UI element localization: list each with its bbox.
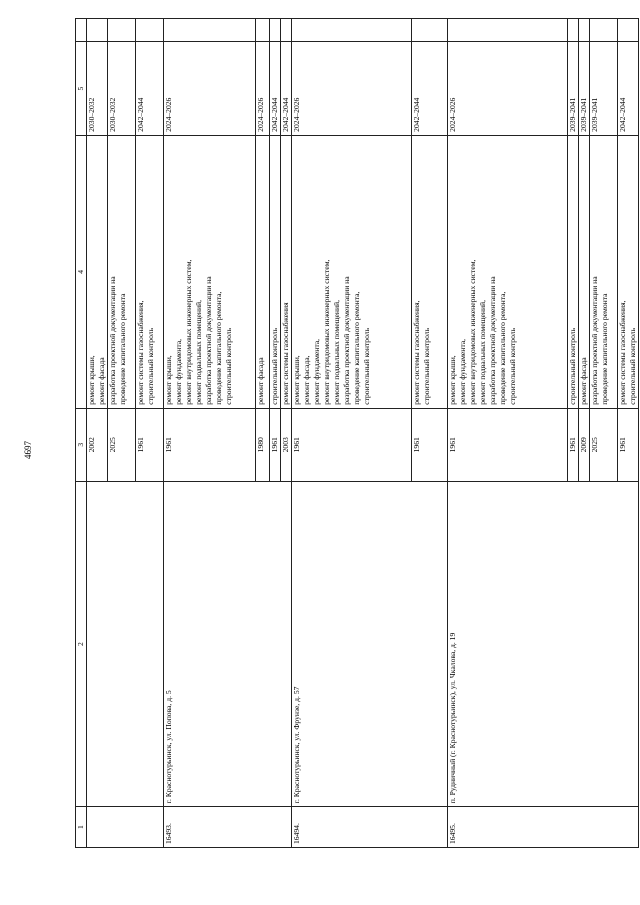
work-cell (618, 135, 639, 408)
work-line: разработка проектной документации на (590, 276, 600, 405)
table-row (448, 19, 568, 848)
header-cell: 2 (76, 481, 87, 807)
period-cell: 2024–2026 (256, 42, 270, 135)
period-cell: 2042–2044 (270, 42, 281, 135)
entry-address: г. Краснотурьинск, ул. Фрунзе, д. 57 (292, 481, 448, 807)
year-cell: 1980 (256, 408, 270, 481)
work-line: разработка проектной документации на (342, 276, 352, 405)
header-cell: 1 (76, 807, 87, 848)
work-line: ремонт крыши, (87, 355, 97, 405)
empty-cell (108, 19, 136, 42)
year-cell: 2025 (108, 408, 136, 481)
entry-number: 16493. (164, 807, 292, 848)
header-cell: 5 (76, 42, 87, 135)
header-empty-cell (76, 19, 87, 42)
work-line: ремонт системы газоснабжения, (618, 300, 628, 405)
period-cell: 2042–2044 (412, 42, 448, 135)
year-cell: 1961 (292, 408, 412, 481)
work-line: ремонт подвальных помещений, (332, 299, 342, 405)
work-line: ремонт системы газоснабжения (281, 302, 291, 405)
work-line: ремонт внутридомовых инженерных систем, (184, 259, 194, 405)
work-cell (590, 135, 618, 408)
work-line: ремонт фундамента, (174, 338, 184, 405)
work-line: разработка проектной документации на (204, 276, 214, 405)
year-cell: 1961 (448, 408, 568, 481)
period-cell: 2039–2041 (579, 42, 590, 135)
empty-cell (270, 19, 281, 42)
work-cell (164, 135, 256, 408)
capital-repair-table (75, 18, 639, 848)
empty-cell (579, 19, 590, 42)
period-cell: 2042–2044 (136, 42, 164, 135)
year-cell: 1961 (164, 408, 256, 481)
header-cell: 3 (76, 408, 87, 481)
empty-cell (136, 19, 164, 42)
work-line: проведение капитального ремонта (118, 293, 128, 405)
empty-cell (618, 19, 639, 42)
work-line: разработка проектной документации на (488, 276, 498, 405)
work-line: ремонт подвальных помещений, (478, 299, 488, 405)
table-row (87, 19, 108, 848)
empty-cell (590, 19, 618, 42)
entry-number: 16494. (292, 807, 448, 848)
entry-number (87, 807, 164, 848)
year-cell: 2003 (281, 408, 292, 481)
period-cell: 2030–2032 (87, 42, 108, 135)
work-line: разработка проектной документации на (108, 276, 118, 405)
period-cell: 2039–2041 (590, 42, 618, 135)
period-cell: 2039–2041 (568, 42, 579, 135)
header-cell: 4 (76, 135, 87, 408)
work-line: ремонт внутридомовых инженерных систем, (468, 259, 478, 405)
work-line: строительный контроль (508, 327, 518, 405)
empty-cell (292, 19, 412, 42)
period-cell: 2042–2044 (281, 42, 292, 135)
entry-number: 16495. (448, 807, 639, 848)
work-cell (448, 135, 568, 408)
entry-address: п. Рудничный (г. Краснотурьинск), ул. Чкалова, д. 19 (448, 481, 639, 807)
year-cell: 1961 (568, 408, 579, 481)
work-line: ремонт фундамента, (312, 338, 322, 405)
work-line: ремонт фундамента, (458, 338, 468, 405)
work-line: строительный контроль (362, 327, 372, 405)
rotated-document (75, 18, 639, 848)
period-cell: 2030–2032 (108, 42, 136, 135)
empty-cell (281, 19, 292, 42)
work-line: проведение капитального ремонта (600, 293, 610, 405)
year-cell: 2009 (579, 408, 590, 481)
empty-cell (448, 19, 568, 42)
work-cell (281, 135, 292, 408)
entry-address: г. Краснотурьинск, ул. Попова, д. 5 (164, 481, 292, 807)
work-line: строительный контроль (270, 327, 280, 405)
work-line: ремонт фасада (97, 357, 107, 405)
year-cell: 1961 (618, 408, 639, 481)
work-line: проведение капитального ремонта, (352, 291, 362, 405)
work-line: строительный контроль (146, 327, 156, 405)
work-line: строительный контроль (568, 327, 578, 405)
empty-cell (568, 19, 579, 42)
work-cell (87, 135, 108, 408)
year-cell: 1961 (270, 408, 281, 481)
work-line: строительный контроль (224, 327, 234, 405)
empty-cell (87, 19, 108, 42)
work-cell (136, 135, 164, 408)
header-row (76, 19, 87, 848)
page-number: 4697 (23, 441, 33, 459)
work-line: проведение капитального ремонта, (498, 291, 508, 405)
work-line: строительный контроль (422, 327, 432, 405)
work-line: ремонт подвальных помещений, (194, 299, 204, 405)
entry-address (87, 481, 164, 807)
work-line: ремонт фасада (579, 357, 589, 405)
work-cell (412, 135, 448, 408)
work-cell (579, 135, 590, 408)
year-cell: 1961 (136, 408, 164, 481)
work-cell (568, 135, 579, 408)
empty-cell (412, 19, 448, 42)
work-line: ремонт системы газоснабжения, (136, 300, 146, 405)
work-line: ремонт фасада (256, 357, 266, 405)
empty-cell (164, 19, 256, 42)
period-cell: 2042–2044 (618, 42, 639, 135)
year-cell: 1961 (412, 408, 448, 481)
work-line: проведение капитального ремонта, (214, 291, 224, 405)
table-row (164, 19, 256, 848)
period-cell: 2024–2026 (164, 42, 256, 135)
year-cell: 2025 (590, 408, 618, 481)
table-row (292, 19, 412, 848)
work-cell (292, 135, 412, 408)
work-line: ремонт фасада, (302, 355, 312, 405)
work-line: ремонт крыши, (164, 355, 174, 405)
empty-cell (256, 19, 270, 42)
work-line: ремонт крыши, (448, 355, 458, 405)
work-line: строительный контроль (628, 327, 638, 405)
period-cell: 2024–2026 (448, 42, 568, 135)
period-cell: 2024–2026 (292, 42, 412, 135)
work-line: ремонт внутридомовых инженерных систем, (322, 259, 332, 405)
work-cell (256, 135, 270, 408)
year-cell: 2002 (87, 408, 108, 481)
work-line: ремонт крыши, (292, 355, 302, 405)
work-cell (108, 135, 136, 408)
work-cell (270, 135, 281, 408)
work-line: ремонт системы газоснабжения, (412, 300, 422, 405)
